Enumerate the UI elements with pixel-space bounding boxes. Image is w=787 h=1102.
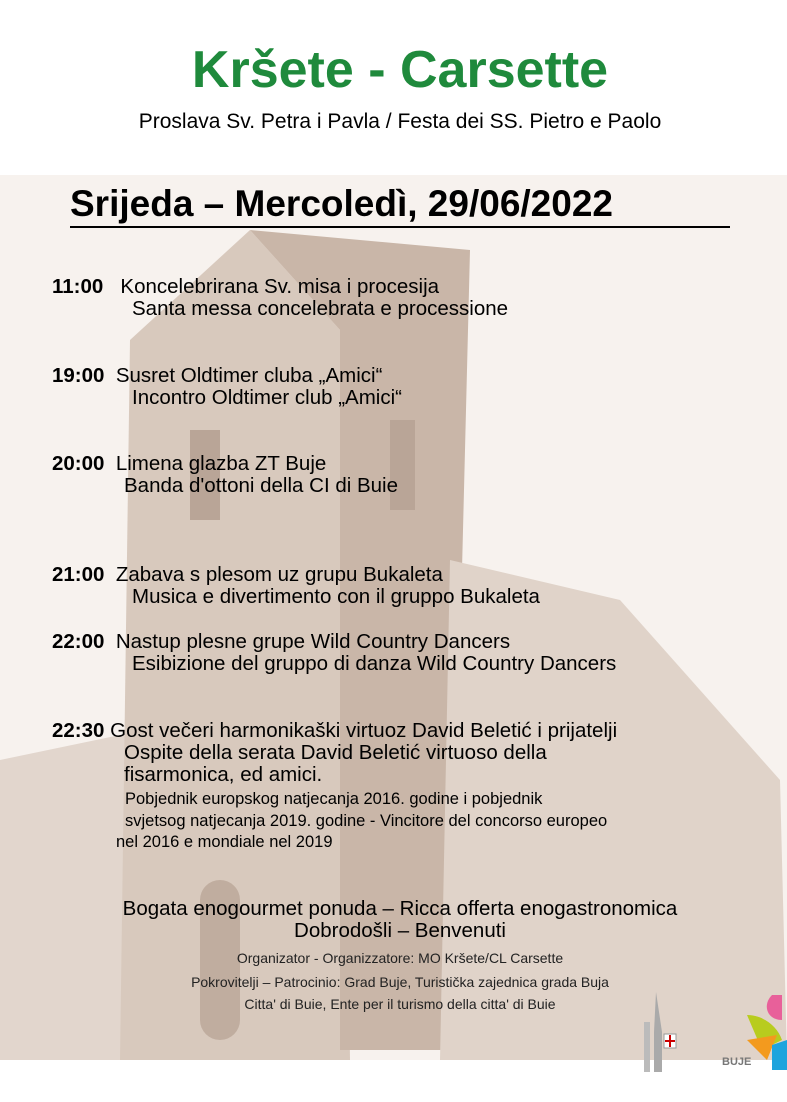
event-title-hr: Nastup plesne grupe Wild Country Dancers (115, 630, 511, 653)
event-title-it: Ospite della serata David Beletić virtuoso della (124, 741, 547, 764)
buje-logo-text: BUJE (722, 1056, 752, 1068)
event-title-hr: Zabava s plesom uz grupu Bukaleta (115, 563, 443, 586)
event-2230 (52, 720, 617, 854)
sponsors-it-text: Citta' di Buie, Ente per il turismo della citta' di Buie (244, 996, 556, 1012)
event-title-hr: Gost večeri harmonikaški virtuoz David Beletić i prijatelji (110, 719, 618, 742)
event-title-it: Incontro Oldtimer club „Amici“ (132, 386, 402, 409)
event-time: 22:00 (52, 630, 105, 653)
welcome-text: Dobrodošli – Benvenuti (294, 919, 506, 942)
event-time: 22:30 (52, 719, 105, 742)
event-2100 (52, 564, 540, 608)
offer-text: Bogata enogourmet ponuda – Ricca offerta enogastronomica (122, 897, 678, 920)
date-heading: Srijeda – Mercoledì, 29/06/2022 (70, 183, 613, 224)
church-logo-icon (636, 992, 696, 1078)
event-1900 (52, 365, 402, 409)
sponsors-text: Pokrovitelji – Patrocinio: Grad Buje, Turistička zajednica grada Buja (191, 974, 609, 990)
event-time: 21:00 (52, 563, 105, 586)
event-title-it: Santa messa concelebrata e processione (132, 297, 509, 320)
event-time: 19:00 (52, 364, 105, 387)
event-note: Pobjednik europskog natjecanja 2016. godine i pobjednik (125, 790, 543, 808)
heading-underline (70, 226, 730, 228)
organizer-text: Organizator - Organizzatore: MO Kršete/CL Carsette (236, 950, 564, 966)
event-time: 11:00 (52, 275, 104, 298)
event-title-hr: Susret Oldtimer cluba „Amici“ (115, 364, 383, 387)
event-note: svjetsog natjecanja 2019. godine - Vincitore del concorso europeo (125, 811, 608, 830)
subtitle: Proslava Sv. Petra i Pavla / Festa dei SS. Pietro e Paolo (138, 110, 662, 133)
event-2200 (52, 631, 616, 675)
event-title-it: Esibizione del gruppo di danza Wild Country Dancers (132, 652, 617, 675)
event-title-it: Musica e divertimento con il gruppo Bukaleta (132, 585, 540, 608)
event-title-it: Banda d'ottoni della CI di Buie (124, 474, 399, 497)
event-title-hr: Koncelebrirana Sv. misa i procesija (120, 275, 440, 298)
event-title-it-cont: fisarmonica, ed amici. (124, 763, 323, 786)
event-note: nel 2016 e mondiale nel 2019 (116, 833, 333, 851)
event-2000 (52, 453, 398, 497)
event-1100 (52, 276, 508, 320)
event-title-hr: Limena glazba ZT Buje (115, 452, 327, 475)
event-time: 20:00 (52, 452, 105, 475)
buje-logo-icon (742, 995, 787, 1070)
page-title: Kršete - Carsette (191, 41, 609, 99)
